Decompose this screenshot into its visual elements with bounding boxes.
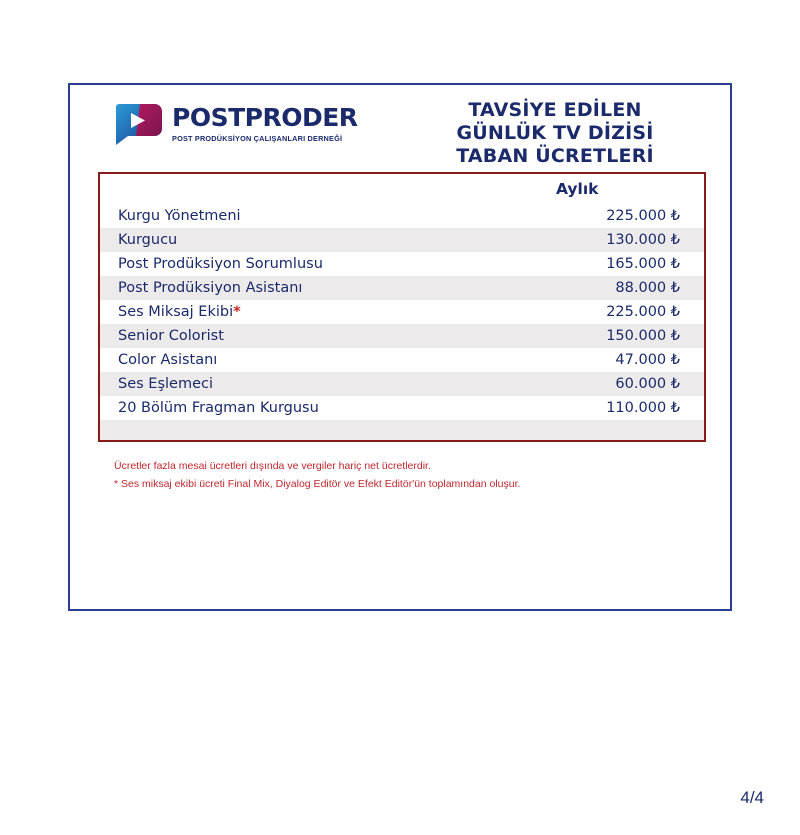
table-header-row bbox=[100, 174, 704, 204]
column-header-monthly: Aylık bbox=[474, 174, 704, 204]
document-header bbox=[70, 85, 730, 170]
table-row bbox=[100, 348, 704, 372]
table-row bbox=[100, 276, 704, 300]
logo-subtitle: POST PRODÜKSİYON ÇALIŞANLARI DERNEĞİ bbox=[172, 134, 343, 143]
footnote-line-2: * Ses miksaj ekibi ücreti Final Mix, Diyalog Editör ve Efekt Editör'ün toplamından oluşur. bbox=[114, 478, 521, 491]
footnote-line-1: Ücretler fazla mesai ücretleri dışında ve vergiler hariç net ücretlerdir. bbox=[114, 460, 431, 472]
table-row bbox=[100, 396, 704, 420]
document-page bbox=[68, 83, 732, 611]
page-title bbox=[400, 99, 710, 169]
table-row bbox=[100, 372, 704, 396]
title-line-3: TABAN ÜCRETLERİ bbox=[456, 145, 654, 168]
role-amount: 225.000 ₺ bbox=[606, 304, 680, 320]
role-label: Post Prodüksiyon Asistanı bbox=[100, 276, 474, 300]
role-amount: 225.000 ₺ bbox=[606, 208, 680, 224]
role-amount: 110.000 ₺ bbox=[606, 400, 680, 416]
role-amount: 88.000 ₺ bbox=[474, 276, 704, 300]
spacer-cell-right bbox=[474, 420, 704, 440]
spacer-cell-left bbox=[100, 420, 474, 440]
role-label: Kurgucu bbox=[100, 228, 474, 252]
footnote-marker: * bbox=[233, 304, 241, 320]
role-amount: 60.000 ₺ bbox=[474, 372, 704, 396]
table-row bbox=[100, 228, 704, 252]
role-label: Senior Colorist bbox=[100, 324, 474, 348]
table-footer-spacer bbox=[100, 420, 704, 440]
table-row bbox=[100, 300, 704, 324]
role-amount: 130.000 ₺ bbox=[474, 228, 704, 252]
table-row bbox=[100, 252, 704, 276]
page-indicator: 4/4 bbox=[740, 788, 764, 807]
role-amount: 150.000 ₺ bbox=[474, 324, 704, 348]
role-label: Kurgu Yönetmeni bbox=[118, 208, 241, 224]
role-label: 20 Bölüm Fragman Kurgusu bbox=[118, 400, 319, 416]
logo-wordmark bbox=[172, 105, 358, 143]
organization-logo bbox=[110, 101, 358, 147]
title-line-2: GÜNLÜK TV DİZİSİ bbox=[456, 122, 654, 145]
rates-table-container bbox=[98, 172, 706, 442]
role-amount: 165.000 ₺ bbox=[606, 256, 680, 272]
footnotes bbox=[114, 457, 694, 494]
title-line-1: TAVSİYE EDİLEN bbox=[468, 99, 642, 121]
role-label bbox=[100, 300, 474, 324]
role-label: Ses Eşlemeci bbox=[100, 372, 474, 396]
column-header-role bbox=[100, 174, 474, 204]
table-row bbox=[100, 324, 704, 348]
role-amount: 47.000 ₺ bbox=[615, 352, 680, 368]
role-label: Post Prodüksiyon Sorumlusu bbox=[118, 256, 323, 272]
logo-name: POSTPRODER bbox=[172, 103, 358, 132]
role-label-text: Ses Miksaj Ekibi bbox=[118, 304, 234, 320]
table-row bbox=[100, 204, 704, 228]
role-label: Color Asistanı bbox=[118, 352, 218, 368]
play-button-logo-icon bbox=[110, 101, 164, 147]
rates-table bbox=[100, 174, 704, 440]
